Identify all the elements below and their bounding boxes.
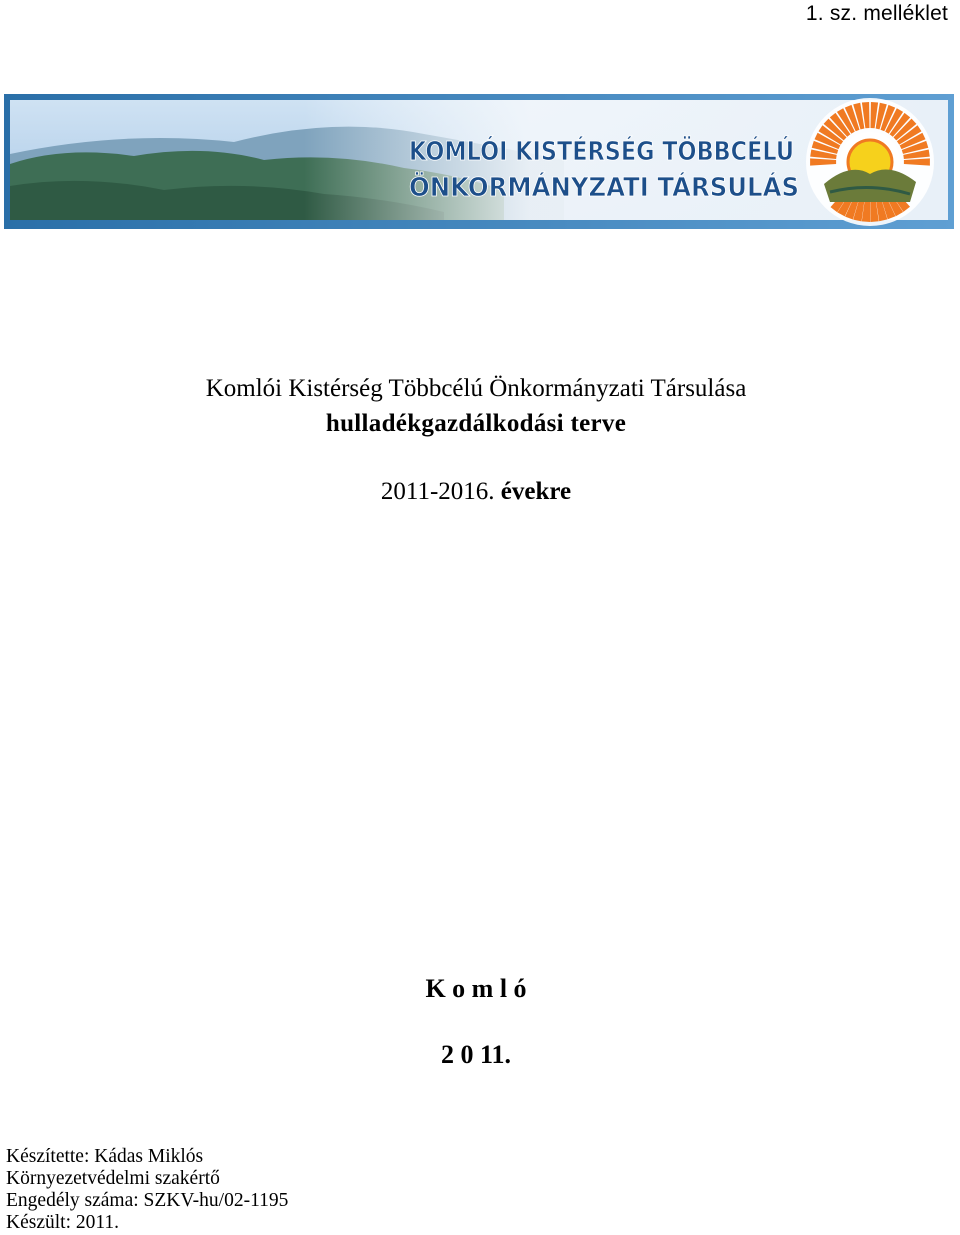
place-year: 2 0 11. xyxy=(440,1040,512,1069)
banner-title-line2: ÖNKORMÁNYZATI TÁRSULÁS xyxy=(409,173,826,203)
credits-made: Készült: 2011. xyxy=(6,1212,120,1233)
header-banner xyxy=(4,94,954,229)
document-title-line2: hulladékgazdálkodási terve xyxy=(325,410,627,437)
credits-block xyxy=(6,1146,288,1234)
banner-title-line1: KOMLÓI KISTÉRSÉG TÖBBCÉLÚ xyxy=(409,137,857,167)
credits-license: Engedély száma: SZKV-hu/02-1195 xyxy=(6,1190,289,1211)
document-years-range: 2011-2016. xyxy=(380,478,495,505)
credits-role: Környezetvédelmi szakértő xyxy=(6,1168,220,1189)
document-title-line1: Komlói Kistérség Többcélú Önkormányzati Társulása xyxy=(205,375,747,402)
annex-label: 1. sz. melléklet xyxy=(805,2,948,25)
place-name: K o m l ó xyxy=(425,974,527,1003)
credits-prepared-by: Készítette: Kádas Miklós xyxy=(6,1146,204,1167)
document-years-suffix: évekre xyxy=(494,478,572,505)
association-logo xyxy=(806,98,934,226)
document-years xyxy=(0,478,952,506)
